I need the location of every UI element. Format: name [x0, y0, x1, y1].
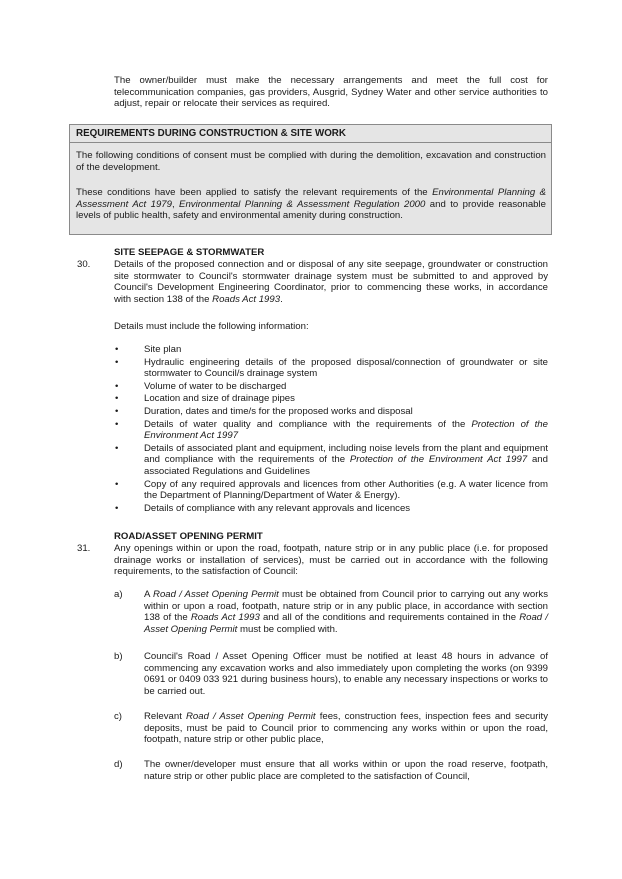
section-heading-road-asset: ROAD/ASSET OPENING PERMIT	[114, 531, 263, 542]
list-item: • Hydraulic engineering details of the proposed disposal/connection of groundwater or site stormwater to Council/s drainage system	[114, 357, 548, 380]
sub-item-text: A Road / Asset Opening Permit must be obtained from Council prior to carrying out any works within or upon a road, footpath, nature strip or in any public place, in accordance with section 138 of the Roads Act 1993 and all of the conditions and requirements contained in the Road / Asset Opening Permit must be complied with.	[144, 589, 548, 635]
sub-item-label: c)	[114, 711, 122, 722]
condition-30-text: Details of the proposed connection and or disposal of any site seepage, groundwater or construction site stormwater to Council's stormwater drainage system must be submitted to and approved by Council's Development Engineering Coordinator, prior to commencing these works, in accordance with section 138 of the Roads Act 1993.	[114, 259, 548, 305]
list-item: • Site plan	[114, 344, 548, 356]
details-intro: Details must include the following information:	[114, 321, 309, 332]
sub-item-text: Relevant Road / Asset Opening Permit fees, construction fees, inspection fees and security deposits, must be paid to Council prior to commencing any works within or upon the road, footpath, nature strip or other public place,	[144, 711, 548, 746]
list-item: • Details of water quality and compliance with the requirements of the Protection of the Environment Act 1997	[114, 419, 548, 442]
sub-item-text: Council's Road / Asset Opening Officer must be notified at least 48 hours in advance of commencing any excavation works and also immediately upon completing the works (on 9399 0691 or 0409 033 921 during business hours), to enable any necessary inspections or works to be carried out.	[144, 651, 548, 697]
box-paragraph-1: The following conditions of consent must be complied with during the demolition, excavation and construction of the development.	[76, 150, 546, 173]
box-paragraph-2: These conditions have been applied to satisfy the relevant requirements of the Environmental Planning & Assessment Act 1979, Environmental Planning & Assessment Regulation 2000 and to provide reasonable levels of public health, safety and environmental amenity during construction.	[76, 187, 546, 222]
requirements-box	[69, 124, 552, 235]
list-item: • Details of associated plant and equipment, including noise levels from the plant and equipment and compliance with the requirements of the Protection of the Environment Act 1997 and associated Regulations and Guidelines	[114, 443, 548, 478]
list-item: • Duration, dates and time/s for the proposed works and disposal	[114, 406, 548, 418]
list-item: • Details of compliance with any relevant approvals and licences	[114, 503, 548, 515]
condition-31-text: Any openings within or upon the road, footpath, nature strip or in any public place (i.e. for proposed drainage works or installation of services), must be carried out in accordance with the following requirements, to the satisfaction of Council:	[114, 543, 548, 578]
box-divider	[70, 142, 551, 143]
condition-number: 30.	[77, 259, 91, 270]
box-title: REQUIREMENTS DURING CONSTRUCTION & SITE WORK	[76, 128, 346, 139]
sub-item-label: a)	[114, 589, 123, 600]
details-list	[114, 344, 548, 514]
sub-item-label: b)	[114, 651, 123, 662]
list-item: • Location and size of drainage pipes	[114, 393, 548, 405]
sub-item-text: The owner/developer must ensure that all works within or upon the road reserve, footpath, nature strip or other public place are completed to the satisfaction of Council,	[144, 759, 548, 782]
list-item: • Copy of any required approvals and licences from other Authorities (e.g. A water licence from the Department of Planning/Department of Water & Energy).	[114, 479, 548, 502]
section-heading-site-seepage: SITE SEEPAGE & STORMWATER	[114, 247, 265, 258]
sub-item-label: d)	[114, 759, 123, 770]
condition-number: 31.	[77, 543, 91, 554]
list-item: • Volume of water to be discharged	[114, 381, 548, 393]
intro-paragraph: The owner/builder must make the necessary arrangements and meet the full cost for telecommunication companies, gas providers, Ausgrid, Sydney Water and other service authorities to adjust, repair or relocate their services as required.	[114, 75, 548, 110]
